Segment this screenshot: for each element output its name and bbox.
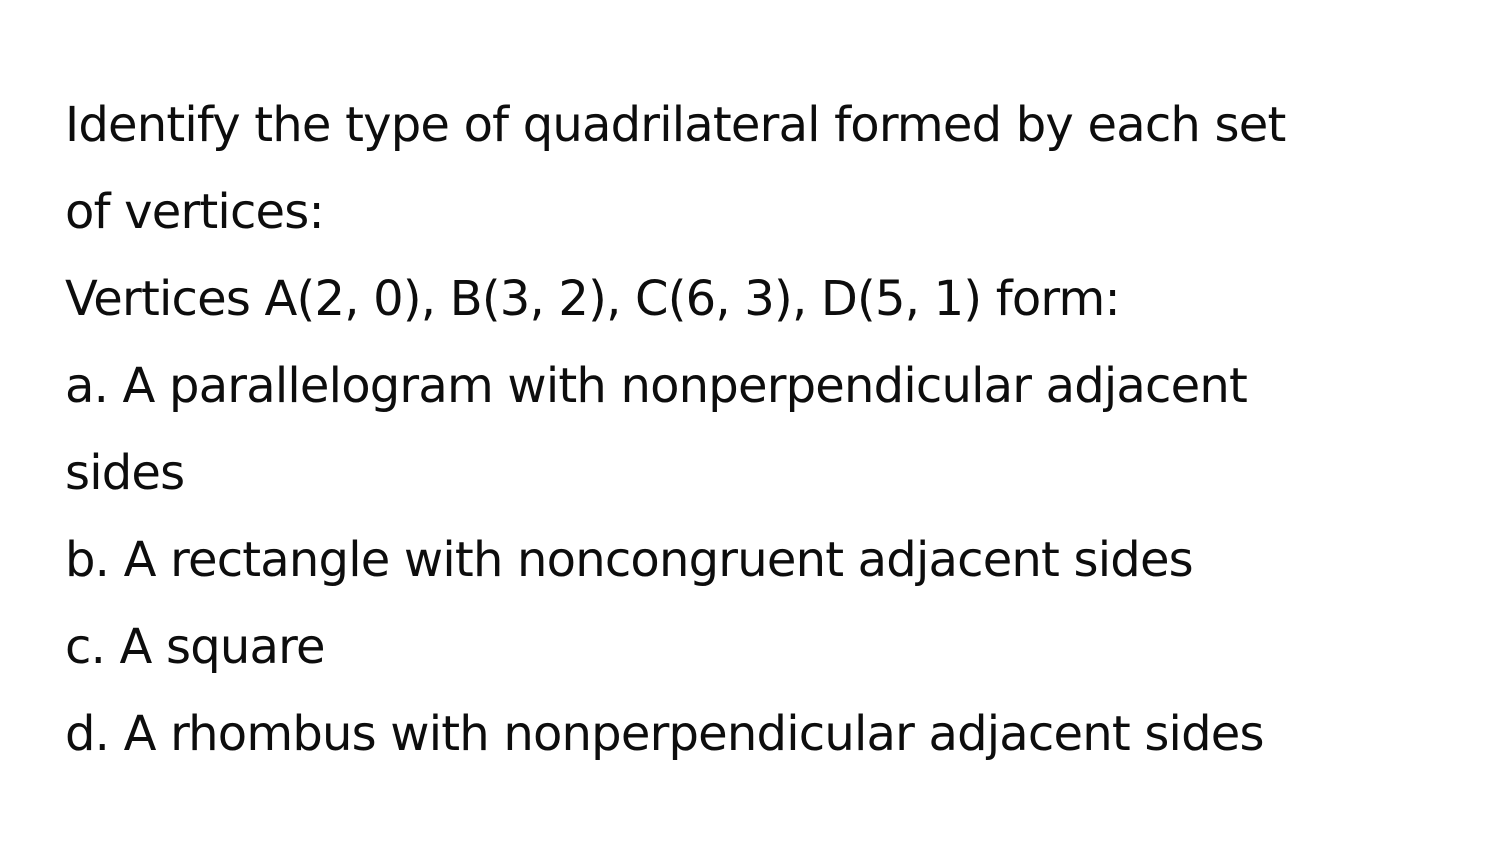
option-b: b. A rectangle with noncongruent adjacent sides <box>65 532 1193 588</box>
option-c: c. A square <box>65 619 325 675</box>
question-document <box>65 82 1465 778</box>
question-prompt-line-1: Identify the type of quadrilateral formed by each set <box>65 97 1286 153</box>
question-prompt-line-2: of vertices: <box>65 184 324 240</box>
option-a-line-2: sides <box>65 445 185 501</box>
option-a-line-1: a. A parallelogram with nonperpendicular adjacent <box>65 358 1248 414</box>
option-d: d. A rhombus with nonperpendicular adjacent sides <box>65 706 1264 762</box>
vertices-statement: Vertices A(2, 0), B(3, 2), C(6, 3), D(5, 1) form: <box>65 271 1120 327</box>
